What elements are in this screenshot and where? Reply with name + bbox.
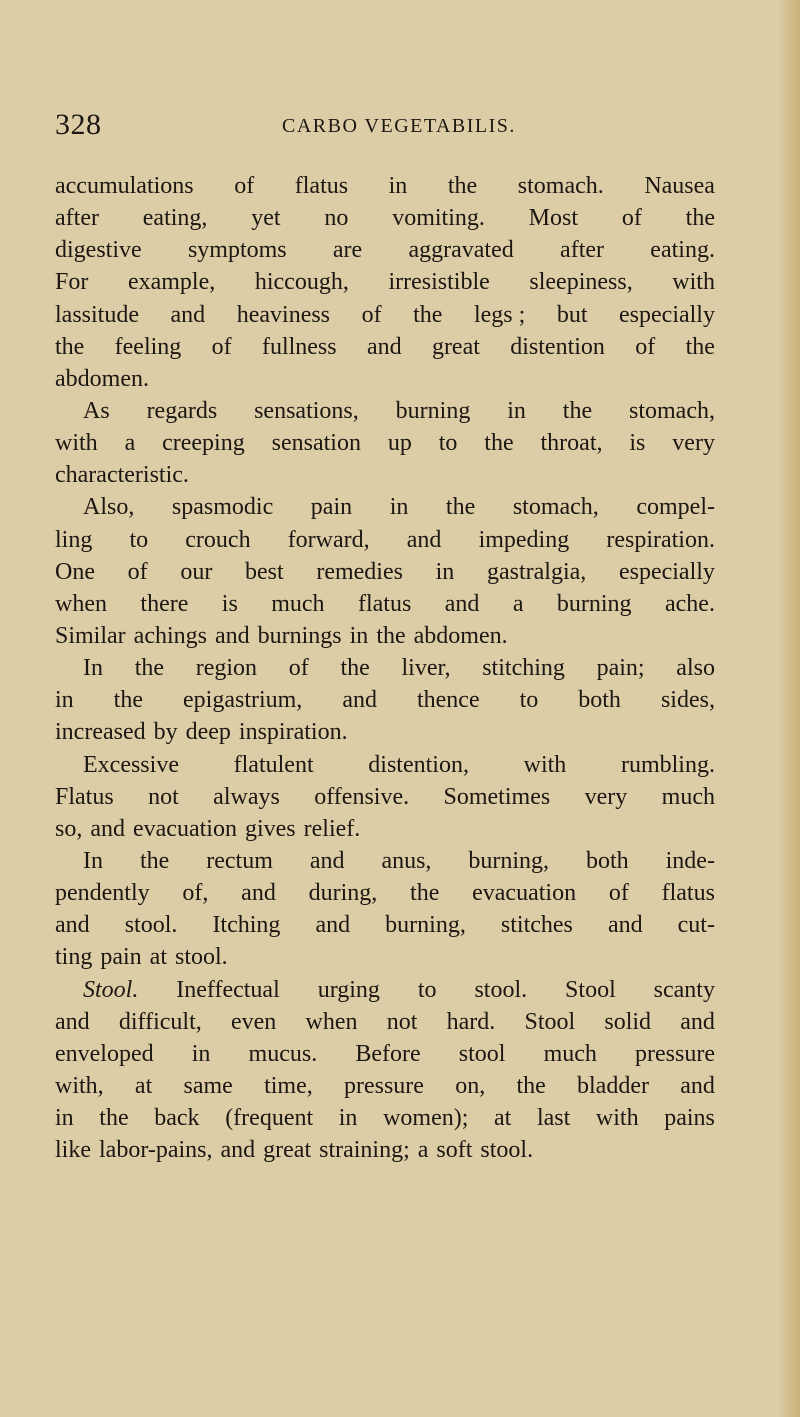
word: our [180, 558, 213, 585]
word: like [55, 1137, 91, 1164]
word: accumulations [55, 173, 194, 199]
word: a [124, 430, 136, 457]
word: heaviness [236, 301, 331, 328]
word: and [444, 590, 480, 617]
text-line [55, 234, 715, 266]
text-line [55, 427, 715, 459]
word: and [680, 1008, 715, 1035]
word: always [213, 783, 280, 810]
word: sides, [660, 687, 715, 714]
text-line [55, 170, 715, 202]
word: throat, [540, 430, 603, 457]
word: best [245, 558, 284, 585]
word: impeding [478, 526, 570, 553]
running-head [55, 108, 715, 148]
word: For [55, 269, 89, 296]
word: in [191, 1040, 211, 1067]
text-line [55, 363, 715, 395]
word: on, [455, 1072, 486, 1099]
word: especially [618, 558, 715, 585]
word: and [55, 912, 90, 939]
word: rumbling. [620, 751, 715, 778]
text-line [55, 909, 715, 941]
text-line [55, 588, 715, 620]
word: symptoms [187, 237, 287, 264]
word: with [595, 1105, 639, 1132]
word: Excessive [83, 751, 179, 778]
text-line [55, 1134, 715, 1166]
word: after [560, 237, 605, 264]
text-line [55, 813, 715, 845]
word: evacuation [472, 880, 577, 907]
word: with [523, 751, 567, 778]
word: to [519, 687, 539, 714]
word: As [83, 397, 110, 424]
word: sensation [271, 430, 361, 457]
word: eating. [650, 237, 715, 264]
text-line [55, 266, 715, 298]
word: very [584, 783, 628, 810]
word: and [170, 301, 206, 328]
word: of [234, 173, 255, 199]
word: stool. [124, 912, 178, 939]
word: remedies [316, 558, 403, 585]
word: in [435, 558, 455, 585]
word: Before [355, 1040, 421, 1067]
word: pressure [635, 1040, 715, 1067]
word: especially [619, 301, 715, 328]
word: Ineffectual [176, 976, 280, 1003]
word: ting [55, 944, 93, 971]
word: labor-pains, [99, 1137, 213, 1164]
word: Nausea [644, 173, 715, 199]
word: gastralgia, [486, 558, 587, 585]
word: the [113, 687, 143, 714]
word: the [139, 847, 170, 874]
word: stool. [480, 1137, 534, 1164]
word: the [413, 301, 443, 328]
word: stitching [482, 655, 565, 682]
word: the [484, 430, 514, 457]
word: to [129, 526, 149, 553]
word: flatus [294, 173, 349, 199]
word: burning, [468, 847, 550, 874]
word: same [183, 1072, 233, 1099]
word: thence [416, 687, 480, 714]
word: even [230, 1008, 277, 1035]
word: great [263, 1137, 312, 1164]
word: also [676, 655, 715, 682]
word: at [149, 944, 167, 971]
word: the [516, 1072, 546, 1099]
word: offensive. [314, 783, 410, 810]
word: time, [264, 1072, 313, 1099]
text-line [55, 974, 715, 1006]
word: pains [664, 1105, 715, 1132]
word: deep [185, 719, 231, 746]
word: stitches [500, 912, 573, 939]
word: urging [317, 976, 380, 1003]
word: the [410, 880, 440, 907]
text-line [55, 941, 715, 973]
word: last [536, 1105, 571, 1132]
word: Most [528, 205, 579, 232]
word: In [83, 847, 103, 874]
word: in [388, 173, 408, 199]
word: relief. [303, 815, 361, 842]
word: soft [436, 1137, 473, 1164]
word: in [507, 397, 526, 424]
word: example, [127, 269, 216, 296]
word: the [447, 173, 478, 199]
word: when [55, 590, 107, 617]
word: with, [55, 1072, 104, 1099]
word: much [661, 783, 715, 810]
word: liver, [401, 655, 451, 682]
word: aggravated [408, 237, 514, 264]
word: pain; [596, 655, 645, 682]
word: with [672, 269, 715, 296]
word: anus, [381, 847, 432, 874]
text-line [55, 524, 715, 556]
word: at [494, 1105, 512, 1132]
word: feeling [114, 333, 182, 360]
word: characteristic. [55, 462, 189, 489]
word: mucus. [248, 1040, 318, 1067]
text-line [55, 652, 715, 684]
word: the [134, 655, 165, 682]
word: solid [604, 1008, 652, 1035]
word: and [214, 622, 250, 649]
word: ache. [664, 590, 715, 617]
word: One [55, 558, 95, 585]
word: (frequent [225, 1105, 314, 1132]
text-line [55, 845, 715, 877]
page-number: 328 [55, 108, 102, 141]
word: and [406, 526, 442, 553]
text-line [55, 749, 715, 781]
word: the [99, 1105, 129, 1132]
word: scanty [653, 976, 715, 1003]
word: distention, [368, 751, 469, 778]
word: the [445, 494, 476, 521]
text-line [55, 1006, 715, 1038]
word: to [438, 430, 458, 457]
word: a [417, 1137, 429, 1164]
word: enveloped [55, 1040, 154, 1067]
word: the [55, 333, 85, 360]
word: in [389, 494, 409, 521]
word: women); [383, 1105, 469, 1132]
word: at [134, 1072, 153, 1099]
word: and [55, 1008, 90, 1035]
word: crouch [185, 526, 251, 553]
word: the [340, 655, 370, 682]
word: but [556, 301, 588, 328]
word: and [680, 1072, 715, 1099]
body-text [55, 170, 715, 1166]
word: Stool [524, 1008, 576, 1035]
word: burning [395, 397, 471, 424]
text-line [55, 877, 715, 909]
word: creeping [162, 430, 245, 457]
word: the [685, 205, 715, 232]
word: in [55, 1105, 74, 1132]
word: inde- [665, 847, 715, 874]
word: lassitude [55, 301, 139, 328]
word: there [140, 590, 189, 617]
word: burning, [385, 912, 466, 939]
word: and [342, 687, 377, 714]
text-line [55, 1102, 715, 1134]
word: Similar [55, 622, 126, 649]
word: the [376, 622, 406, 649]
word: by [153, 719, 178, 746]
word: much [271, 590, 325, 617]
text-line [55, 781, 715, 813]
word: Also, [83, 494, 135, 521]
word: forward, [287, 526, 370, 553]
word: both [578, 687, 621, 714]
word: legs ; [473, 301, 526, 328]
word: after [55, 205, 99, 232]
word: is [629, 430, 646, 457]
word: of [635, 333, 656, 360]
word: digestive [55, 237, 142, 264]
word: of [211, 333, 232, 360]
word: so, [55, 815, 83, 842]
word: evacuation [133, 815, 237, 842]
word: stool. [175, 944, 228, 971]
word: increased [55, 719, 146, 746]
word: burnings [257, 622, 342, 649]
word: stomach, [629, 397, 715, 424]
word: a [512, 590, 524, 617]
word: ling [55, 526, 93, 553]
word: difficult, [118, 1008, 202, 1035]
word: pain [310, 494, 353, 521]
word: is [221, 590, 238, 617]
word: and [220, 1137, 256, 1164]
text-line [55, 556, 715, 588]
word: during, [308, 880, 378, 907]
word: Itching [212, 912, 281, 939]
word: yet [251, 205, 281, 232]
word: irresistible [388, 269, 490, 296]
word: stomach, [512, 494, 599, 521]
word: pressure [343, 1072, 424, 1099]
text-line [55, 1070, 715, 1102]
word: cut- [677, 912, 715, 939]
word: of [127, 558, 148, 585]
text-line [55, 395, 715, 427]
word: Stool. [83, 976, 139, 1003]
word: Stool [565, 976, 616, 1003]
word: straining; [319, 1137, 410, 1164]
word: and [366, 333, 402, 360]
word: and [309, 847, 345, 874]
word: in [338, 1105, 358, 1132]
word: burning [556, 590, 632, 617]
word: In [83, 655, 103, 682]
running-title: CARBO VEGETABILIS. [282, 115, 516, 137]
word: and [607, 912, 643, 939]
word: region [195, 655, 258, 682]
word: in [55, 687, 74, 714]
text-line [55, 684, 715, 716]
word: eating, [142, 205, 208, 232]
word: of [608, 880, 629, 907]
word: of [361, 301, 382, 328]
word: not [386, 1008, 418, 1035]
word: no [324, 205, 349, 232]
text-line [55, 491, 715, 523]
word: epigastrium, [183, 687, 303, 714]
word: much [543, 1040, 597, 1067]
text-line [55, 620, 715, 652]
word: abdomen. [55, 365, 149, 392]
word: when [305, 1008, 358, 1035]
page-edge [778, 0, 800, 1417]
word: very [672, 430, 715, 457]
word: regards [146, 397, 218, 424]
word: sleepiness, [529, 269, 633, 296]
word: back [154, 1105, 200, 1132]
word: not [148, 783, 179, 810]
word: and [90, 815, 125, 842]
word: distention [510, 333, 605, 360]
word: compel- [636, 494, 715, 521]
word: abdomen. [413, 622, 508, 649]
word: and [241, 880, 276, 907]
word: inspiration. [238, 719, 348, 746]
word: Flatus [55, 783, 114, 810]
word: stool [458, 1040, 506, 1067]
word: and [315, 912, 351, 939]
text-line [55, 202, 715, 234]
word: in [349, 622, 369, 649]
word: flatulent [233, 751, 314, 778]
word: bladder [577, 1072, 649, 1099]
word: hiccough, [254, 269, 349, 296]
text-line [55, 1038, 715, 1070]
word: spasmodic [171, 494, 274, 521]
word: are [332, 237, 363, 264]
text-line [55, 331, 715, 363]
text-line [55, 299, 715, 331]
word: hard. [446, 1008, 496, 1035]
word: achings [133, 622, 207, 649]
word: flatus [661, 880, 715, 907]
word: rectum [206, 847, 273, 874]
word: Sometimes [443, 783, 551, 810]
word: vomiting. [392, 205, 485, 232]
word: the [562, 397, 593, 424]
word: to [417, 976, 437, 1003]
word: respiration. [606, 526, 715, 553]
word: flatus [357, 590, 412, 617]
word: pendently [55, 880, 150, 907]
word: great [431, 333, 480, 360]
word: both [586, 847, 629, 874]
word: with [55, 430, 98, 457]
word: of, [182, 880, 209, 907]
word: up [387, 430, 412, 457]
word: fullness [261, 333, 337, 360]
word: pain [100, 944, 142, 971]
word: of [621, 205, 642, 232]
word: of [288, 655, 309, 682]
word: stomach. [517, 173, 604, 199]
word: gives [244, 815, 296, 842]
text-line [55, 716, 715, 748]
word: stool. [474, 976, 528, 1003]
word: the [685, 333, 715, 360]
text-line [55, 459, 715, 491]
word: sensations, [254, 397, 359, 424]
